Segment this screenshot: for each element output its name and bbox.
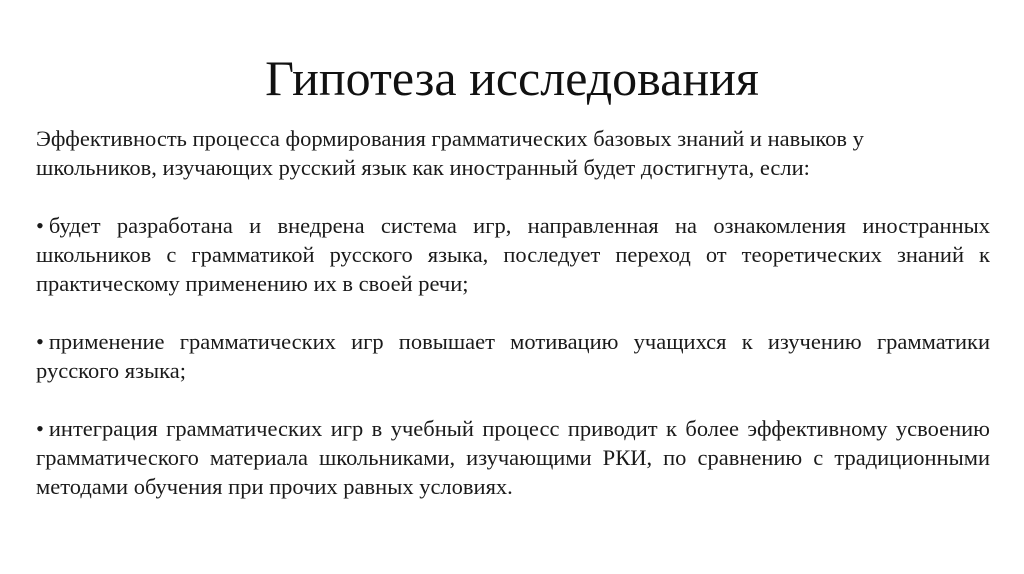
hypothesis-text: будет разработана и внедрена система игр, направленная на ознакомления иностранных школьников с грамматикой русского языка, последует переход от теоретических знаний к практическому применению их в своей речи; (36, 213, 990, 296)
hypothesis-item-1 (36, 211, 990, 298)
bullet-icon: • (36, 329, 44, 354)
bullet-icon: • (36, 213, 44, 238)
hypothesis-list (36, 211, 990, 501)
hypothesis-text: применение грамматических игр повышает мотивацию учащихся к изучению грамматики русского языка; (36, 329, 990, 383)
intro-paragraph: Эффективность процесса формирования грамматических базовых знаний и навыков у школьников, изучающих русский язык как иностранный будет достигнута, если: (36, 126, 864, 180)
slide-body (36, 124, 990, 501)
bullet-icon: • (36, 416, 44, 441)
slide-title: Гипотеза исследования (265, 50, 759, 106)
hypothesis-item-2 (36, 327, 990, 385)
hypothesis-text: интеграция грамматических игр в учебный процесс приводит к более эффективному усвоению грамматического материала школьниками, изучающими РКИ, по сравнению с традиционными методами обучения при прочих равных условиях. (36, 416, 990, 499)
hypothesis-item-3 (36, 414, 990, 501)
